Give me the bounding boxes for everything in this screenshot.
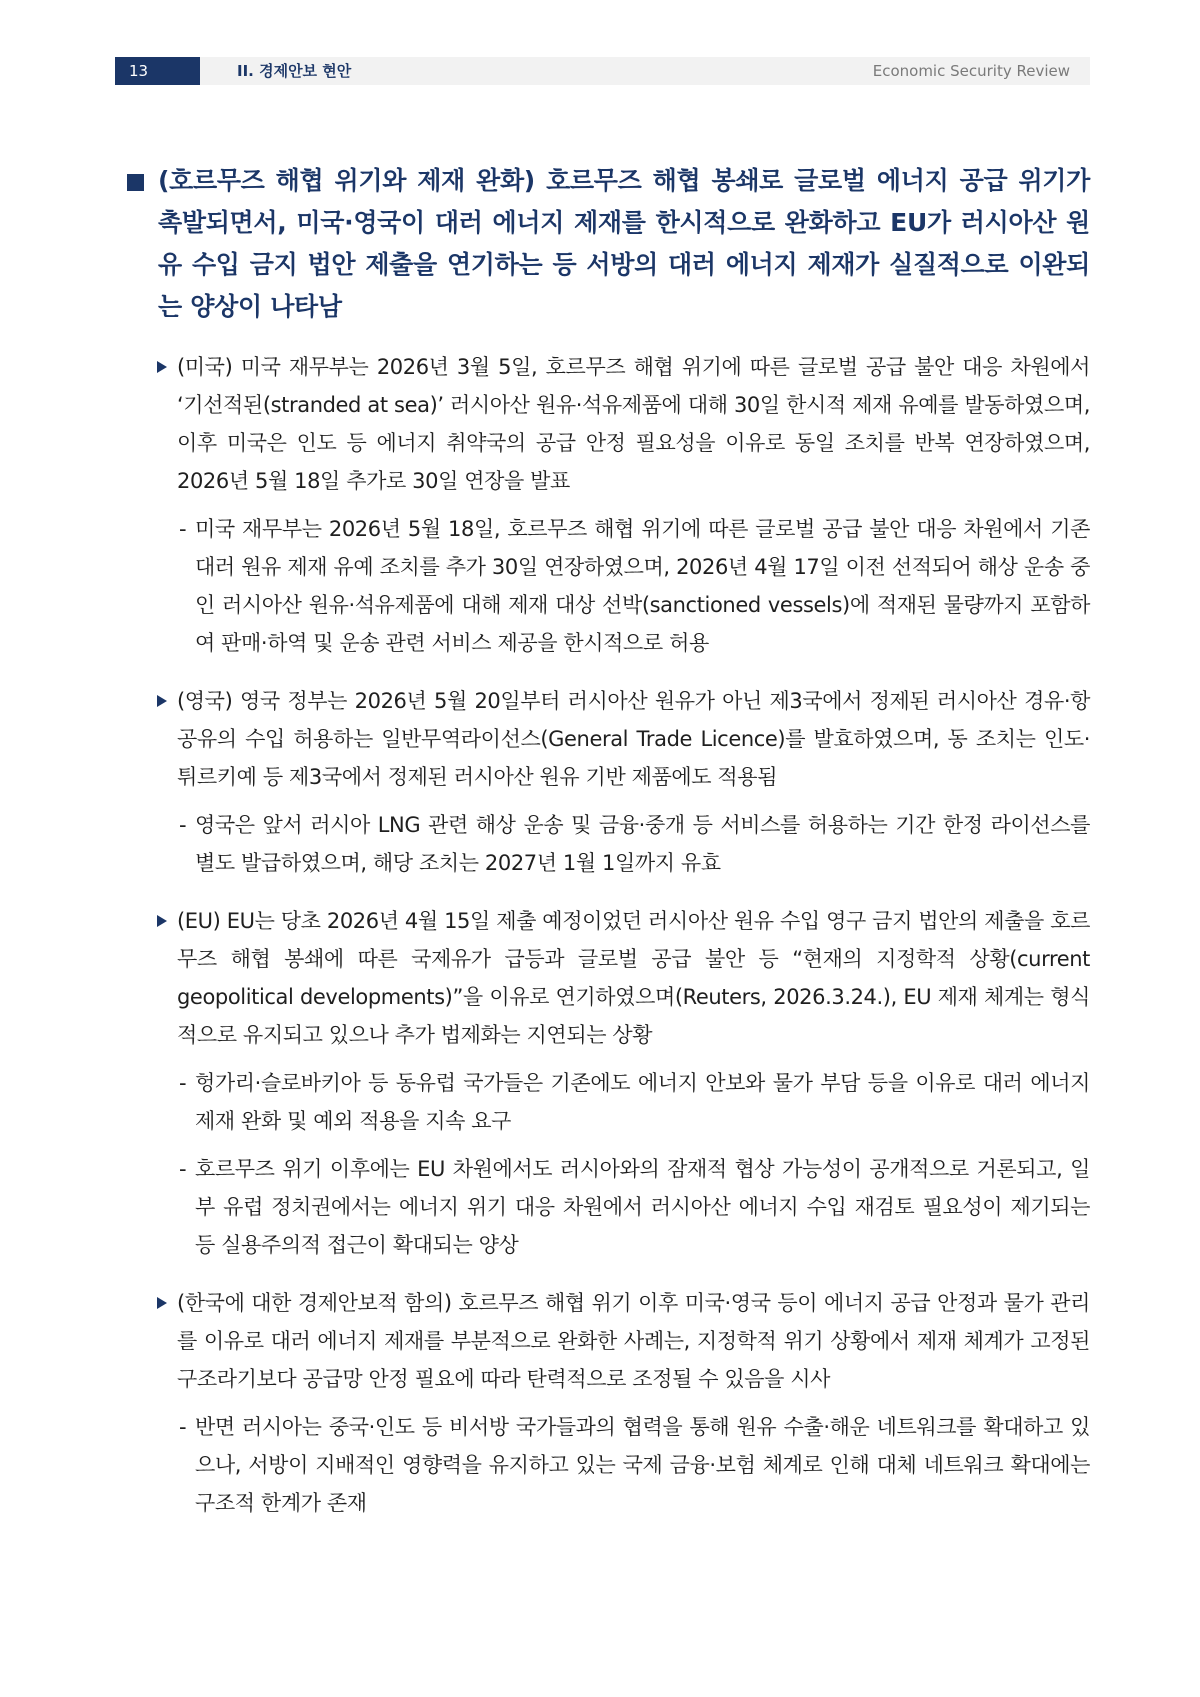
sub-item-text: 호르무즈 위기 이후에는 EU 차원에서도 러시아와의 잠재적 협상 가능성이 공개적으로 거론되고, 일부 유럽 정치권에서는 에너지 위기 대응 차원에서 러시아산 에너지 수입 재검토 필요성이 제기되는 등 실용주의적 접근이 확대되는 양상 xyxy=(195,1157,1090,1257)
journal-title: Economic Security Review xyxy=(872,62,1070,80)
triangle-bullet-icon xyxy=(157,915,167,927)
bullet-korea-implications xyxy=(125,1284,1090,1398)
document-body xyxy=(125,160,1090,1522)
bullet-text: (미국) 미국 재무부는 2026년 3월 5일, 호르무즈 해협 위기에 따른 글로벌 공급 불안 대응 차원에서 ‘기선적된(stranded at sea)’ 러시아산 원유·석유제품에 대해 30일 한시적 제재 유예를 발동하였으며, 이후 미국은 인도 등 에너지 취약국의 공급 안정 필요성을 이유로 동일 조치를 반복 연장하였으며, 2026년 5월 18일 추가로 30일 연장을 발표 xyxy=(177,355,1090,493)
sub-item-text: 반면 러시아는 중국·인도 등 비서방 국가들과의 협력을 통해 원유 수출·해운 네트워크를 확대하고 있으나, 서방이 지배적인 영향력을 유지하고 있는 국제 금융·보험 체계로 인해 대체 네트워크 확대에는 구조적 한계가 존재 xyxy=(195,1415,1090,1515)
square-bullet-icon xyxy=(127,174,144,191)
lead-text: (호르무즈 해협 위기와 제재 완화) 호르무즈 해협 봉쇄로 글로벌 에너지 공급 위기가 촉발되면서, 미국·영국이 대러 에너지 제재를 한시적으로 완화하고 EU가 러시아산 원유 수입 금지 법안 제출을 연기하는 등 서방의 대러 에너지 제재가 실질적으로 이완되는 양상이 나타남 xyxy=(158,166,1090,321)
dash-icon: - xyxy=(179,1071,187,1095)
lead-paragraph xyxy=(125,160,1090,328)
bullet-usa xyxy=(125,348,1090,500)
bullet-text: (영국) 영국 정부는 2026년 5월 20일부터 러시아산 원유가 아닌 제3국에서 정제된 러시아산 경유·항공유의 수입 허용하는 일반무역라이선스(General Trade Licence)를 발효하였으며, 동 조치는 인도·튀르키예 등 제3국에서 정제된 러시아산 원유 기반 제품에도 적용됨 xyxy=(177,689,1090,789)
sub-item xyxy=(125,510,1090,662)
dash-icon: - xyxy=(179,813,187,837)
page-header xyxy=(115,57,1090,85)
bullet-text: (한국에 대한 경제안보적 함의) 호르무즈 해협 위기 이후 미국·영국 등이 에너지 공급 안정과 물가 관리를 이유로 대러 에너지 제재를 부분적으로 완화한 사례는, 지정학적 위기 상황에서 제재 체계가 고정된 구조라기보다 공급망 안정 필요에 따라 탄력적으로 조정될 수 있음을 시사 xyxy=(177,1291,1090,1391)
bullet-uk xyxy=(125,682,1090,796)
chapter-title: II. 경제안보 현안 xyxy=(237,62,352,80)
bullet-eu xyxy=(125,902,1090,1054)
dash-icon: - xyxy=(179,517,187,541)
triangle-bullet-icon xyxy=(157,361,167,373)
sub-item xyxy=(125,1064,1090,1140)
sub-item-text: 헝가리·슬로바키아 등 동유럽 국가들은 기존에도 에너지 안보와 물가 부담 등을 이유로 대러 에너지 제재 완화 및 예외 적용을 지속 요구 xyxy=(195,1071,1090,1133)
triangle-bullet-icon xyxy=(157,1297,167,1309)
sub-item-text: 영국은 앞서 러시아 LNG 관련 해상 운송 및 금융·중개 등 서비스를 허용하는 기간 한정 라이선스를 별도 발급하였으며, 해당 조치는 2027년 1월 1일까지 유효 xyxy=(195,813,1090,875)
sub-item-text: 미국 재무부는 2026년 5월 18일, 호르무즈 해협 위기에 따른 글로벌 공급 불안 대응 차원에서 기존 대러 원유 제재 유예 조치를 추가 30일 연장하였으며, 2026년 4월 17일 이전 선적되어 해상 운송 중인 러시아산 원유·석유제품에 대해 제재 대상 선박(sanctioned vessels)에 적재된 물량까지 포함하여 판매·하역 및 운송 관련 서비스 제공을 한시적으로 허용 xyxy=(195,517,1090,655)
triangle-bullet-icon xyxy=(157,695,167,707)
sub-item xyxy=(125,1408,1090,1522)
dash-icon: - xyxy=(179,1157,187,1181)
sub-item xyxy=(125,1150,1090,1264)
dash-icon: - xyxy=(179,1415,187,1439)
page-number: 13 xyxy=(115,57,200,85)
sub-item xyxy=(125,806,1090,882)
bullet-text: (EU) EU는 당초 2026년 4월 15일 제출 예정이었던 러시아산 원유 수입 영구 금지 법안의 제출을 호르무즈 해협 봉쇄에 따른 국제유가 급등과 글로벌 공급 불안 등 “현재의 지정학적 상황(current geopolitical developments)”을 이유로 연기하였으며(Reuters, 2026.3.24.), EU 제재 체계는 형식적으로 유지되고 있으나 추가 법제화는 지연되는 상황 xyxy=(177,909,1090,1047)
